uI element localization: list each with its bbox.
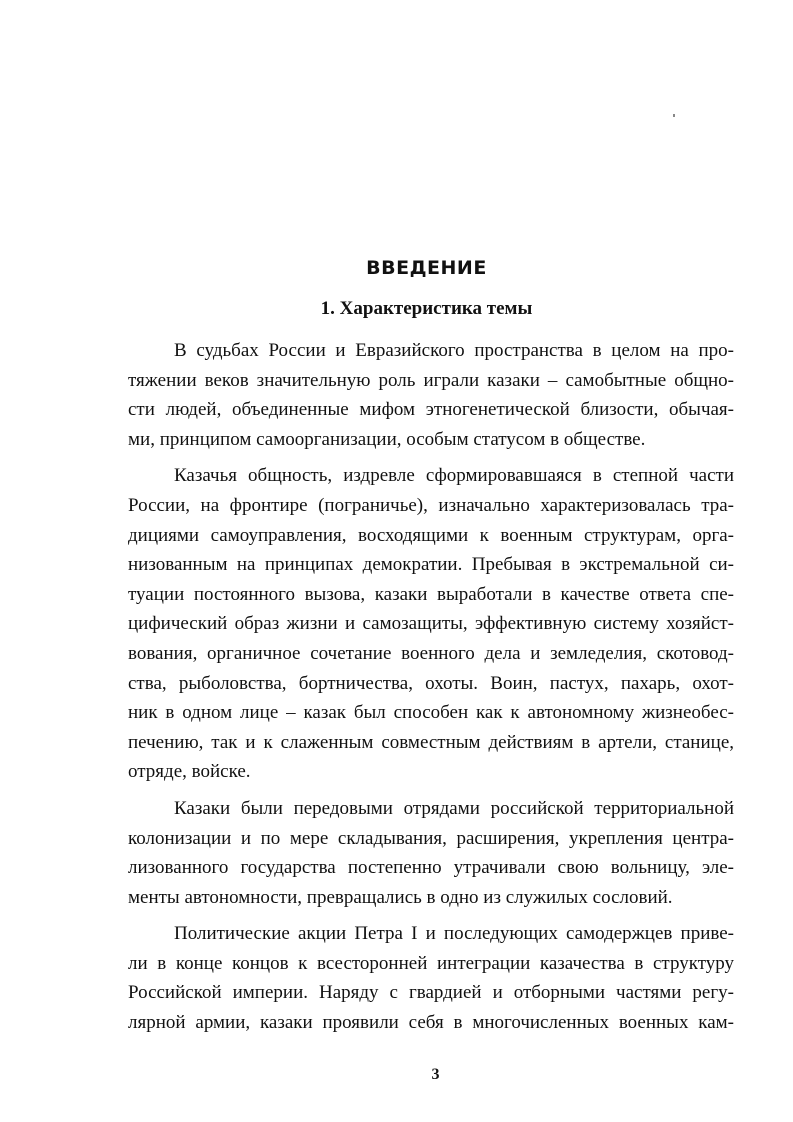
text-line: туации постоянного вызова, казаки выработали в качестве ответа спе- bbox=[128, 583, 734, 605]
text-line: России, на фронтире (пограничье), изначально характеризовалась тра- bbox=[128, 494, 734, 516]
body-text bbox=[128, 336, 734, 1038]
text-line: печению, так и к слаженным совместным действиям в артели, станице, bbox=[128, 731, 734, 753]
text-line: Российской империи. Наряду с гвардией и отборными частями регу- bbox=[128, 982, 734, 1004]
text-line: цифический образ жизни и самозащиты, эффективную систему хозяйст- bbox=[128, 613, 734, 635]
text-line: Казаки были передовыми отрядами российской территориальной bbox=[174, 797, 734, 819]
text-line: Казачья общность, издревле сформировавшаяся в степной части bbox=[174, 465, 734, 487]
text-line: ли в конце концов к всесторонней интеграции казачества в структуру bbox=[128, 952, 734, 974]
text-line: ми, принципом самоорганизации, особым статусом в обществе. bbox=[128, 428, 646, 450]
text-line: лярной армии, казаки проявили себя в многочисленных военных кам- bbox=[128, 1012, 734, 1034]
page-number: 3 bbox=[431, 1066, 440, 1083]
text-line: колонизации и по мере складывания, расширения, укрепления центра- bbox=[128, 827, 734, 849]
text-line: ник в одном лице – казак был способен как к автономному жизнеобес- bbox=[128, 702, 734, 724]
text-line: низованным на принципах демократии. Пребывая в экстремальной си- bbox=[128, 554, 734, 576]
text-line: тяжении веков значительную роль играли казаки – самобытные общно- bbox=[128, 369, 734, 391]
text-line: В судьбах России и Евразийского пространства в целом на про- bbox=[174, 340, 734, 361]
text-line: вования, органичное сочетание военного дела и земледелия, скотовод- bbox=[128, 642, 734, 664]
text-line: лизованного государства постепенно утрачивали свою вольницу, эле- bbox=[128, 857, 734, 879]
section-title: 1. Характеристика темы bbox=[320, 298, 533, 319]
text-line: сти людей, объединенные мифом этногенетической близости, обычая- bbox=[128, 399, 734, 421]
text-line: Политические акции Петра I и последующих самодержцев приве- bbox=[174, 923, 734, 945]
text-line: дициями самоуправления, восходящими к военным структурам, орга- bbox=[128, 524, 734, 546]
scan-speck bbox=[673, 114, 675, 117]
text-line: ства, рыболовства, бортничества, охоты. Воин, пастух, пахарь, охот- bbox=[128, 672, 734, 694]
text-line: менты автономности, превращались в одно из служилых сословий. bbox=[128, 886, 673, 908]
text-line: отряде, войске. bbox=[128, 761, 251, 783]
page-heading: ВВЕДЕНИЕ bbox=[366, 257, 487, 279]
